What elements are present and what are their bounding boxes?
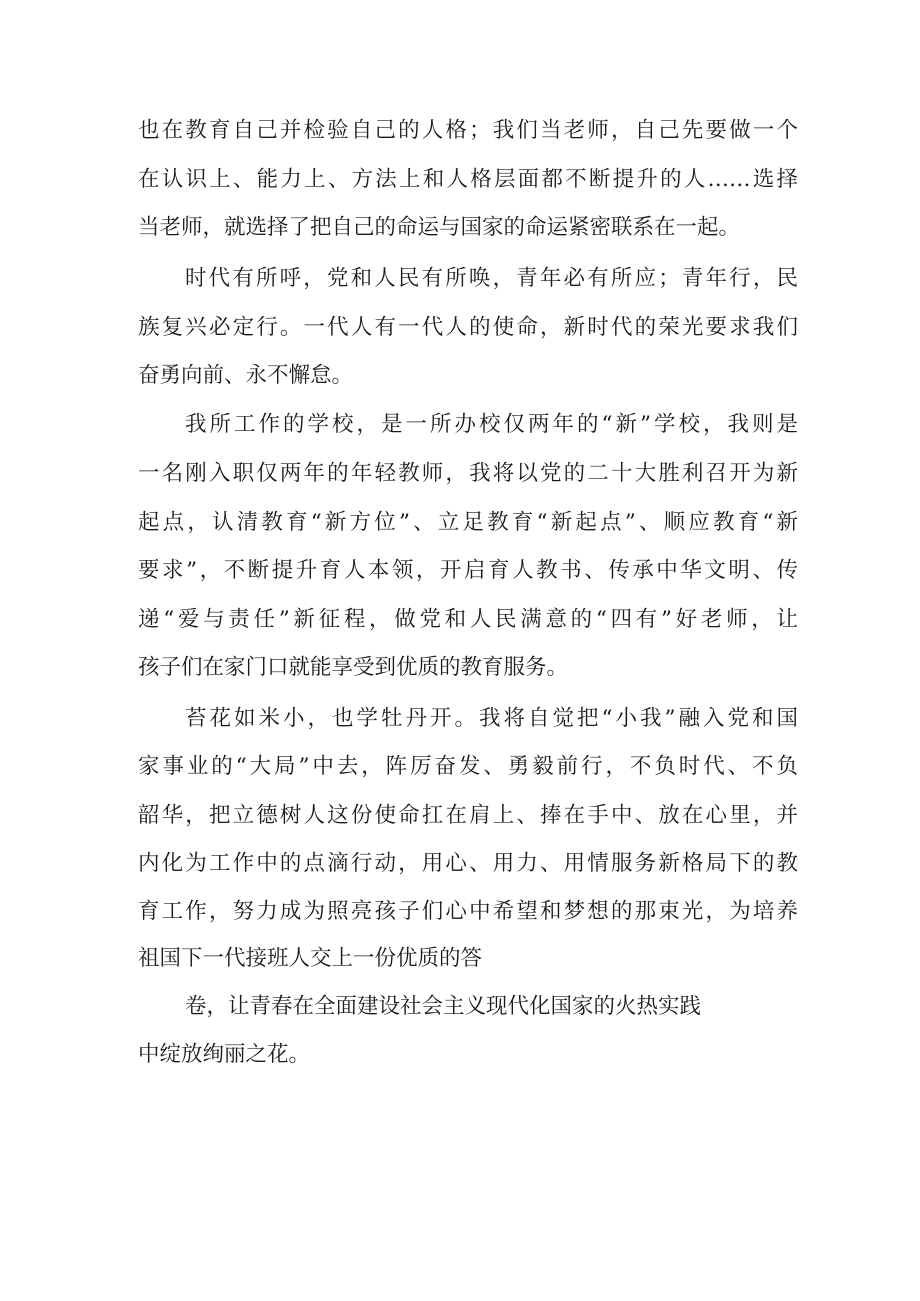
text-line: 奋勇向前、永不懈怠。 xyxy=(138,363,354,388)
text-line: 卷，让青春在全面建设社会主义现代化国家的火热实践 xyxy=(185,994,702,1019)
text-line: 祖国下一代接班人交上一份优质的答 xyxy=(138,946,483,971)
text-line: 我所工作的学校，是一所办校仅两年的“新”学校，我则是 xyxy=(185,412,798,437)
text-line: 韶华，把立德树人这份使命扛在肩上、捧在手中、放在心里，并 xyxy=(138,803,798,828)
text-line: 当老师，就选择了把自己的命运与国家的命运紧密联系在一起。 xyxy=(138,215,741,240)
text-line: 时代有所呼，党和人民有所唤，青年必有所应；青年行，民 xyxy=(185,266,798,291)
text-line: 家事业的“大局”中去，阵厉奋发、勇毅前行，不负时代、不负 xyxy=(138,754,798,779)
text-line: 族复兴必定行。一代人有一代人的使命，新时代的荣光要求我们 xyxy=(138,315,798,340)
text-line: 孩子们在家门口就能享受到优质的教育服务。 xyxy=(138,655,569,680)
text-line: 起点，认清教育“新方位”、立足教育“新起点”、顺应教育“新 xyxy=(138,510,798,535)
text-line: 递“爱与责任”新征程，做党和人民满意的“四有”好老师，让 xyxy=(138,607,798,632)
text-line: 育工作，努力成为照亮孩子们心中希望和梦想的那束光，为培养 xyxy=(138,899,798,924)
text-line: 苔花如米小，也学牡丹开。我将自觉把“小我”融入党和国 xyxy=(185,706,798,731)
text-line: 要求”，不断提升育人本领，开启育人教书、传承中华文明、传 xyxy=(138,558,798,583)
text-line: 在认识上、能力上、方法上和人格层面都不断提升的人……选择 xyxy=(138,167,798,192)
text-line: 中绽放绚丽之花。 xyxy=(138,1042,311,1067)
text-line: 内化为工作中的点滴行动，用心、用力、用情服务新格局下的教 xyxy=(138,851,798,876)
text-line: 一名刚入职仅两年的年轻教师，我将以党的二十大胜利召开为新 xyxy=(138,461,798,486)
text-line: 也在教育自己并检验自己的人格；我们当老师，自己先要做一个 xyxy=(138,118,798,143)
